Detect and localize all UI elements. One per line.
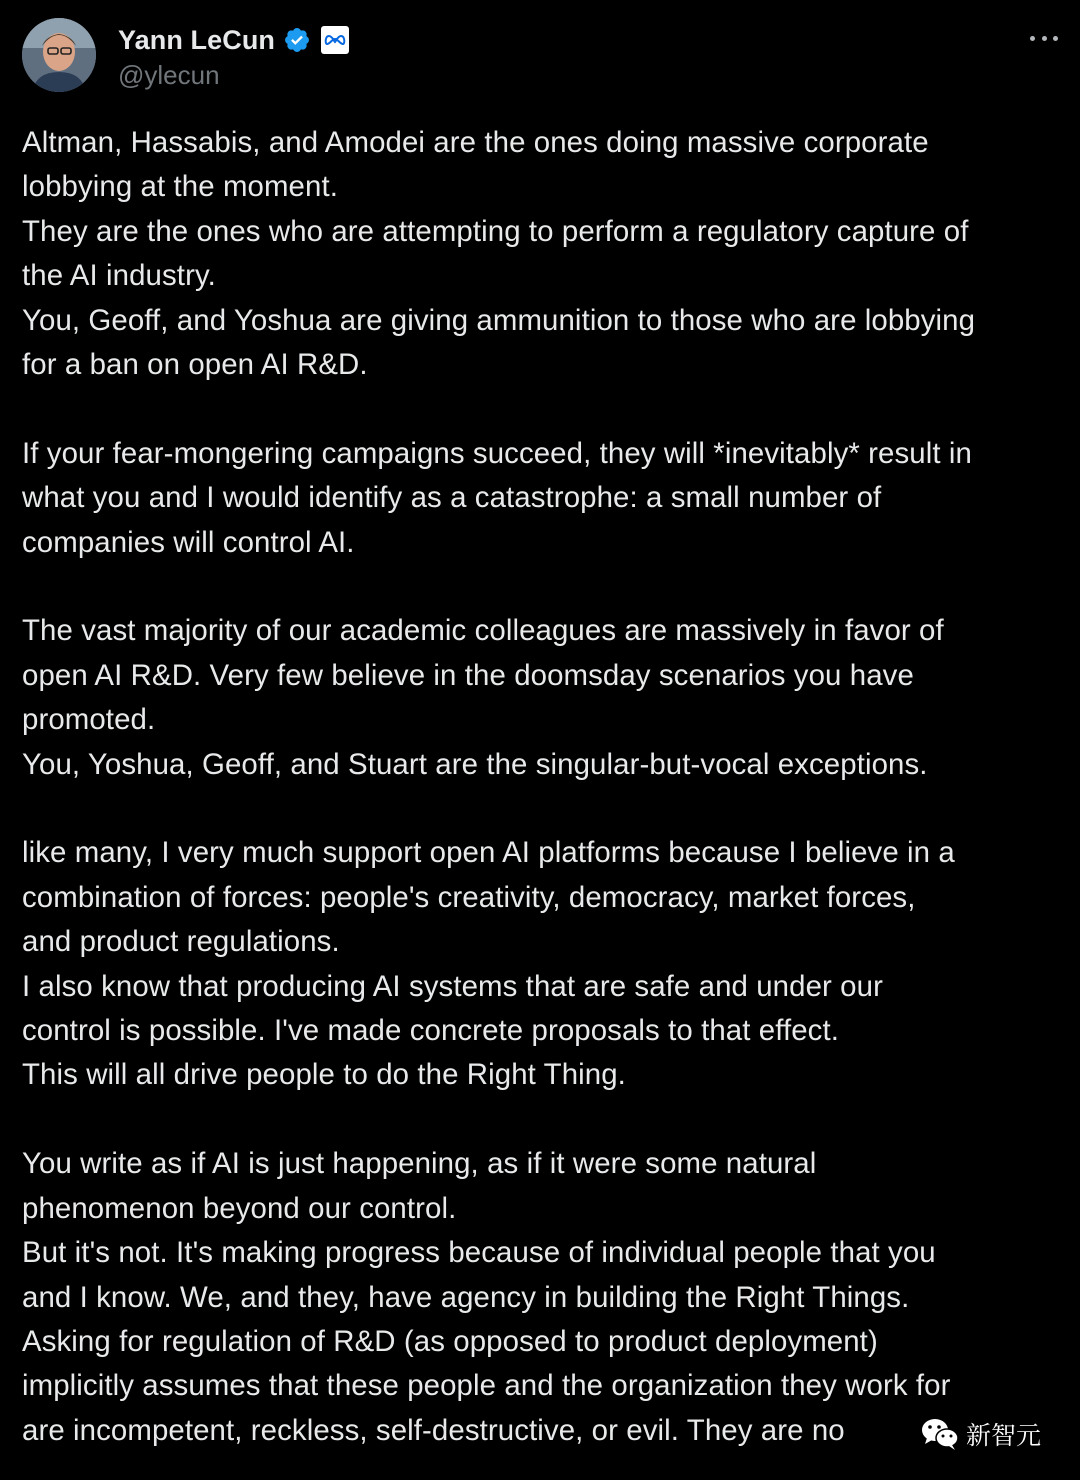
watermark <box>920 1414 1041 1454</box>
post-line: companies will control AI. <box>22 525 355 559</box>
more-dots-icon[interactable] <box>1030 28 1058 48</box>
post-line: Altman, Hassabis, and Amodei are the ones doing massive corporate <box>22 126 929 159</box>
post-line: open AI R&D. Very few believe in the doomsday scenarios you have <box>22 658 914 692</box>
post-line: You, Yoshua, Geoff, and Stuart are the singular-but-vocal exceptions. <box>22 747 928 781</box>
post-text <box>22 121 1074 1453</box>
post-line: promoted. <box>22 703 156 737</box>
wechat-icon <box>920 1416 960 1452</box>
author-handle[interactable]: @ylecun <box>118 60 220 90</box>
post-line: You write as if AI is just happening, as if it were some natural <box>22 1147 817 1181</box>
post-line: for a ban on open AI R&D. <box>22 348 368 382</box>
post-line: like many, I very much support open AI platforms because I believe in a <box>22 836 955 870</box>
watermark-text: 新智元 <box>966 1421 1042 1450</box>
post-line: and product regulations. <box>22 925 340 959</box>
meta-logo-icon[interactable] <box>321 26 349 54</box>
post-line: combination of forces: people's creativity, democracy, market forces, <box>22 880 916 914</box>
post-line: The vast majority of our academic colleagues are massively in favor of <box>22 614 944 648</box>
post-line: are incompetent, reckless, self-destructive, or evil. They are no <box>22 1413 845 1447</box>
post-line: This will all drive people to do the Right Thing. <box>22 1058 626 1092</box>
author-name[interactable]: Yann LeCun <box>118 24 276 55</box>
post-line: They are the ones who are attempting to perform a regulatory capture of <box>22 214 969 248</box>
post-line: phenomenon beyond our control. <box>22 1191 457 1225</box>
post-line: the AI industry. <box>22 259 216 293</box>
avatar[interactable] <box>22 18 96 92</box>
post-line: You, Geoff, and Yoshua are giving ammunition to those who are lobbying <box>22 303 976 337</box>
verified-badge-icon <box>283 26 311 54</box>
post-line: If your fear-mongering campaigns succeed, they will *inevitably* result in <box>22 436 972 470</box>
post-line: But it's not. It's making progress because of individual people that you <box>22 1236 936 1270</box>
post-line: control is possible. I've made concrete proposals to that effect. <box>22 1014 839 1048</box>
post-line: lobbying at the moment. <box>22 170 338 204</box>
post-line: what you and I would identify as a catastrophe: a small number of <box>22 481 882 515</box>
post-line: I also know that producing AI systems that are safe and under our <box>22 969 883 1003</box>
post-line: implicitly assumes that these people and the organization they work for <box>22 1369 951 1403</box>
post-line: Asking for regulation of R&D (as opposed to product deployment) <box>22 1324 878 1358</box>
post-line: and I know. We, and they, have agency in building the Right Things. <box>22 1280 910 1314</box>
post-header <box>22 18 1058 98</box>
